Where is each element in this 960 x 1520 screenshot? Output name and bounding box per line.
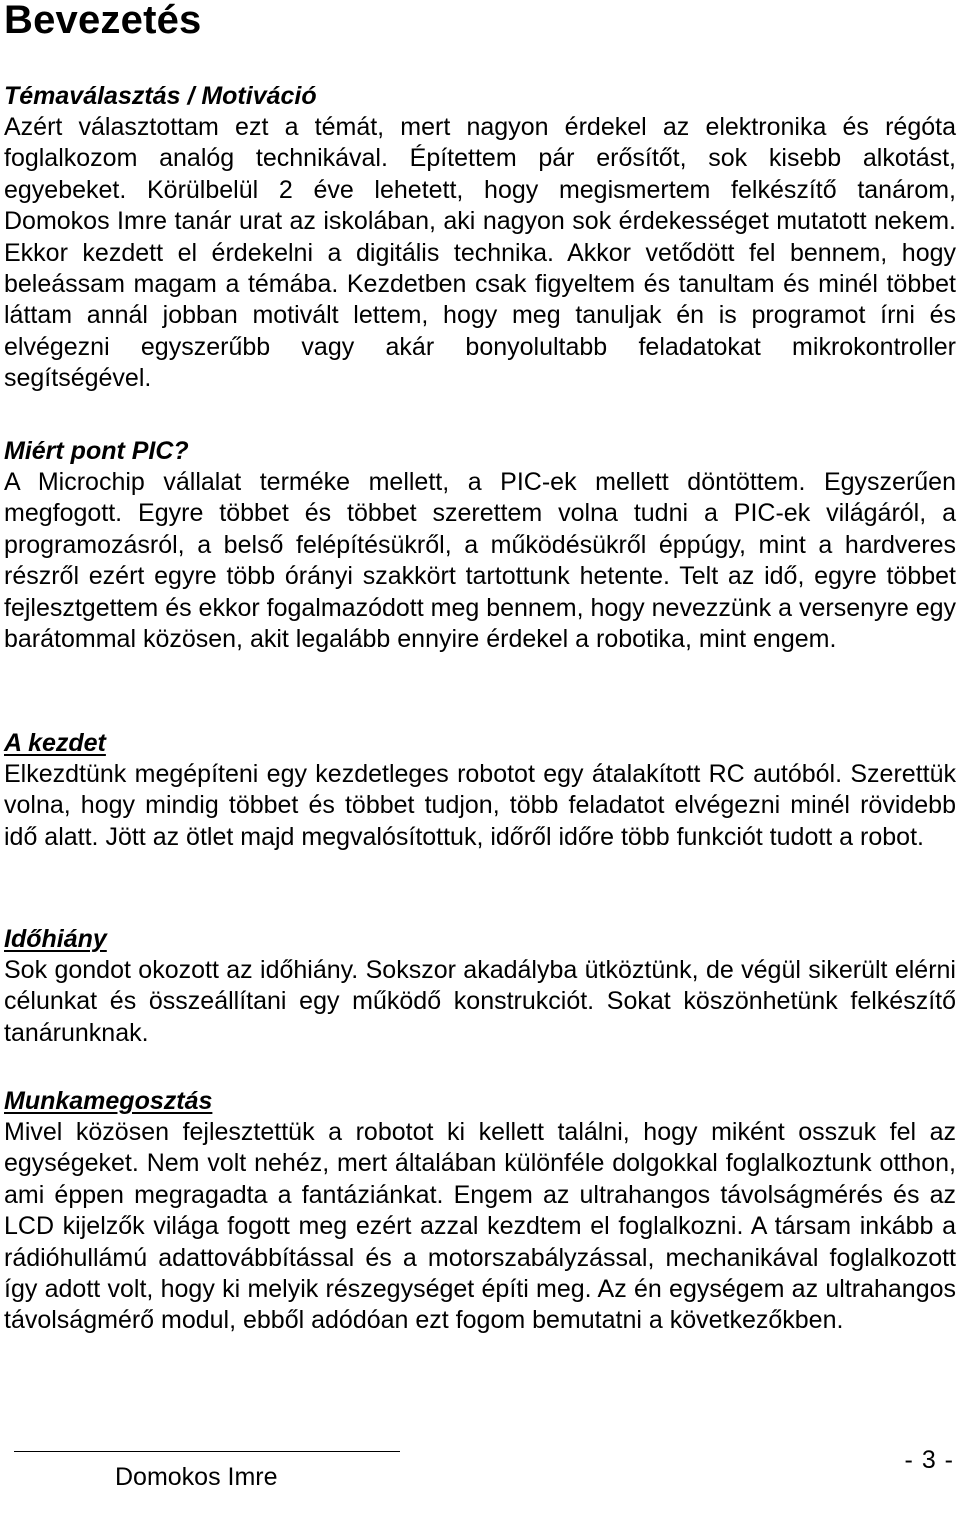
section-motivation [4, 80, 956, 395]
section-body-beginning: Elkezdtünk megépíteni egy kezdetleges robotot egy átalakított RC autóból. Szerettük volna, hogy mindig többet és többet tudjon, több feladatot elvégezni minél rövidebb idő alatt. Jött az ötlet majd megvalósítottuk, időről időre több funkciót tudott a robot. [4, 760, 956, 851]
section-why-pic [4, 435, 956, 655]
section-body-why-pic: A Microchip vállalat terméke mellett, a PIC-ek mellett döntöttem. Egyszerűen megfogott. Egyre többet és többet szerettem volna tudni a PIC-ek világáról, a programozásról, a belső felépítésükről, a működésükről éppúgy, mint a hardveres részről ezért egyre több órányi szakkört tartottunk hetente. Telt az idő, egyre többet fejlesztgettem és ekkor fogalmazódott meg bennem, hogy nevezzünk a versenyre egy barátommal közösen, akit legalább ennyire érdekel a robotika, mint engem. [4, 468, 956, 654]
section-heading-beginning: A kezdet [4, 729, 106, 757]
section-heading-why-pic: Miért pont PIC? [4, 437, 189, 465]
section-body-division-of-work: Mivel közösen fejlesztettük a robotot ki kellett találni, hogy miként osszuk fel az egységeket. Nem volt nehéz, mert általában különféle dolgokkal foglalkoztunk otthon, ami éppen megragadta a fantáziánkat. Engem az ultrahangos távolságmérés és az LCD kijelzők világa fogott meg ezért azzal kezdtem el foglalkozni. A társam inkább a rádióhullámú adattovábbítással és a motorszabályzással, mechanikával foglalkozott így adott volt, hogy ki melyik részegységet építi meg. Az én egységem az ultrahangos távolságmérő modul, ebből adódóan ezt fogom bemutatni a következőkben. [4, 1118, 956, 1335]
section-division-of-work [4, 1085, 956, 1337]
section-heading-motivation: Témaválasztás / Motiváció [4, 82, 317, 110]
page-title: Bevezetés [4, 0, 202, 42]
section-beginning [4, 727, 956, 853]
section-heading-time-shortage: Időhiány [4, 925, 107, 953]
section-body-motivation: Azért választottam ezt a témát, mert nagyon érdekel az elektronika és régóta foglalkozom analóg technikával. Építettem pár erősítőt, sok kisebb alkotást, egyebeket. Körülbelül 2 éve lehetett, hogy megismertem felkészítő tanárom, Domokos Imre tanár urat az iskolában, aki nagyon sok érdekességet mutatott nekem. Ekkor kezdett el érdekelni a digitális technika. Akkor vetődött fel bennem, hogy beleássam magam a témába. Kezdetben csak figyeltem és tanultam és minél többet láttam annál jobban motivált lettem, hogy meg tanuljak én is programot írni és elvégezni egyszerűbb vagy akár bonyolultabb feladatokat mikrokontroller segítségével. [4, 113, 956, 393]
footer-divider [14, 1451, 400, 1452]
page-number: - 3 - [904, 1446, 954, 1474]
footer-author: Domokos Imre [115, 1463, 278, 1491]
section-time-shortage [4, 923, 956, 1049]
section-body-time-shortage: Sok gondot okozott az időhiány. Sokszor akadályba ütköztünk, de végül sikerült elérni célunkat és összeállítani egy működő konstrukciót. Sokat köszönhetünk felkészítő tanárunknak. [4, 956, 956, 1047]
section-heading-division-of-work: Munkamegosztás [4, 1087, 213, 1115]
